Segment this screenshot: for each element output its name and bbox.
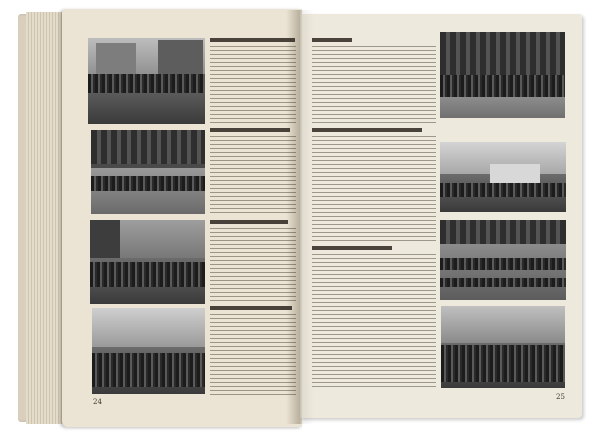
right-heading-3 [312, 246, 392, 250]
right-photo-1 [440, 32, 565, 118]
left-photo-1 [88, 38, 205, 124]
left-heading-1 [210, 38, 295, 42]
book-spine-shadow [286, 10, 314, 424]
left-heading-3 [210, 220, 288, 224]
right-photo-4 [441, 306, 565, 388]
left-text-block-3 [210, 228, 296, 302]
left-photo-2 [91, 130, 205, 214]
right-heading-1 [312, 38, 352, 42]
right-text-block-3 [312, 254, 436, 388]
left-heading-4 [210, 306, 292, 310]
left-page-number: 24 [93, 398, 102, 406]
right-text-block-2 [312, 136, 436, 242]
right-text-block-1 [312, 46, 436, 124]
right-photo-2 [440, 142, 566, 212]
left-heading-2 [210, 128, 290, 132]
right-photo-3 [440, 220, 566, 300]
left-text-block-4 [210, 314, 296, 398]
right-heading-2 [312, 128, 422, 132]
left-photo-4 [92, 308, 205, 394]
left-text-block-1 [210, 46, 296, 124]
left-text-block-2 [210, 136, 296, 214]
left-photo-3 [90, 220, 205, 304]
right-page-number: 25 [556, 393, 565, 401]
